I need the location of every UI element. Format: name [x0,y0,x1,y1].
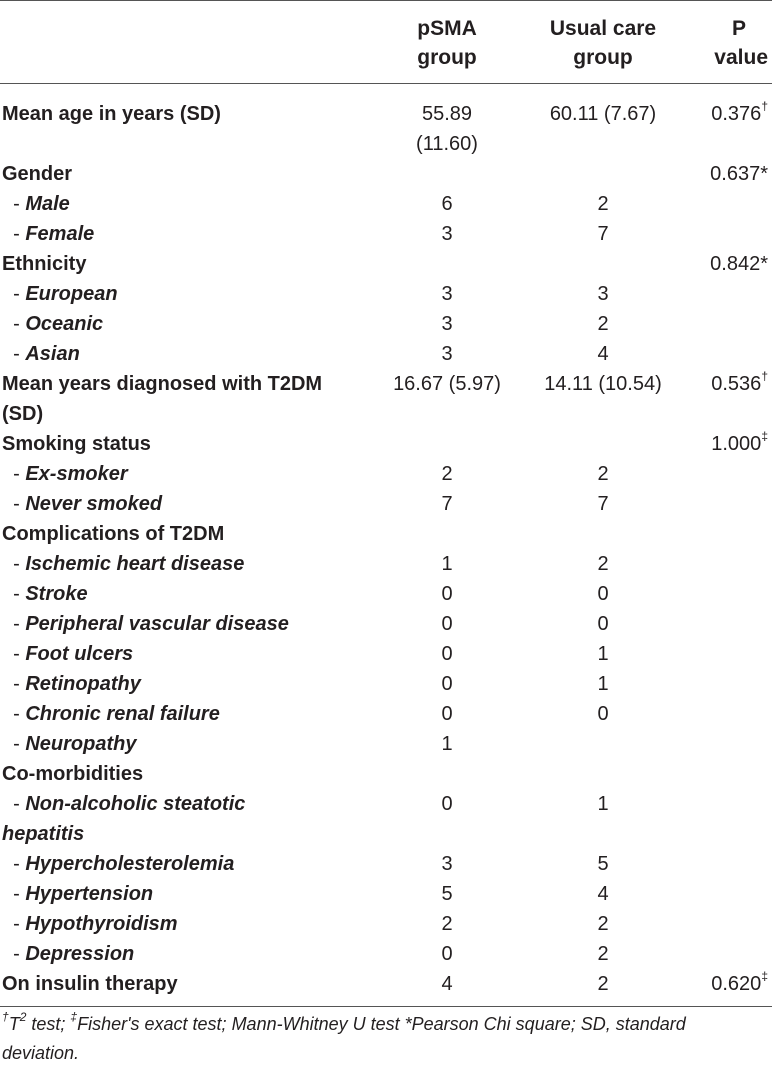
header-usual-line2: group [573,46,633,69]
row-label [2,369,374,429]
row-dash: - [2,553,26,575]
psma-value [378,609,516,639]
psma-value-text: 6 [441,193,453,215]
usual-care-value: 1 [597,793,609,815]
row-label [2,279,374,309]
header-psma [378,14,516,72]
row-dash: - [2,673,26,695]
row-dash: - [2,793,26,815]
header-psma-line1: pSMA [417,17,477,40]
header-p-line1: P [731,17,746,40]
usual-care-value: 14.11 (10.54) [544,373,662,395]
psma-value-text: 3 [441,223,453,245]
row-label-text: Asian [25,343,80,365]
p-value-text: 0.376 [711,103,762,125]
psma-value-text: 0 [441,673,453,695]
row-label-text: Hypercholesterolemia [25,853,235,875]
psma-value [378,279,516,309]
row-label [2,99,374,129]
usual-care-value: 2 [597,943,609,965]
psma-value [378,789,516,819]
footnote-double-dagger: ‡ [70,1010,78,1024]
psma-value [378,669,516,699]
psma-value-text: 0 [441,583,453,605]
row-label [2,609,374,639]
row-label-text: Stroke [25,583,88,605]
psma-value-text: 3 [441,853,453,875]
psma-value [378,969,516,999]
p-value-text: 0.637* [710,163,768,185]
psma-value [378,189,516,219]
row-label-text: European [25,283,118,305]
psma-value-text: 3 [441,283,453,305]
psma-value-text: 0 [441,793,453,815]
row-label-text: Ethnicity [2,253,87,275]
usual-care-value: 1 [597,673,609,695]
usual-care-value: 4 [597,343,609,365]
psma-value [378,219,516,249]
usual-care-value: 2 [597,553,609,575]
psma-value [378,849,516,879]
psma-value-text: 0 [441,643,453,665]
usual-care-value: 7 [597,223,609,245]
row-label [2,429,374,459]
psma-value [378,579,516,609]
row-label-text: Ex-smoker [25,463,128,485]
usual-care-value: 4 [597,883,609,905]
p-value-marker: † [761,369,768,384]
header-p-value [690,14,768,72]
row-dash: - [2,223,26,245]
psma-value-text: 4 [441,973,453,995]
psma-value-text: 5 [441,883,453,905]
psma-value-text: 0 [441,703,453,725]
usual-care-value: 0 [597,583,609,605]
psma-value [378,909,516,939]
footnote-squared: 2 [19,1010,27,1024]
psma-value-text: 2 [441,913,453,935]
header-rule [0,83,772,84]
row-dash: - [2,493,26,515]
row-label-text: Smoking status [2,433,151,455]
bottom-rule [0,1006,772,1007]
row-label-text: Non-alcoholic steatotic [25,793,246,815]
row-label [2,159,374,189]
row-dash: - [2,643,26,665]
row-label [2,309,374,339]
footnote-t: T [8,1014,20,1034]
p-value [690,99,768,129]
psma-value [378,699,516,729]
row-dash: - [2,463,26,485]
row-label-text: Chronic renal failure [25,703,220,725]
psma-value [378,639,516,669]
row-label-text: Gender [2,163,73,185]
row-label-text: Hypothyroidism [25,913,178,935]
psma-value-text-cont: (11.60) [416,133,478,155]
usual-care-value: 60.11 (7.67) [549,103,657,125]
top-rule [0,0,772,1]
row-label-text: Mean years diagnosed with T2DM [2,373,323,395]
row-label [2,699,374,729]
row-label [2,339,374,369]
header-p-line2: value [714,46,768,69]
row-label-text: Ischemic heart disease [25,553,245,575]
usual-care-value: 3 [597,283,609,305]
row-label [2,729,374,759]
row-label [2,759,374,789]
row-label-text: On insulin therapy [2,973,178,995]
psma-value-text: 55.89 [421,103,473,125]
row-dash: - [2,313,26,335]
p-value [690,369,768,399]
row-label [2,459,374,489]
row-label-text: Male [25,193,70,215]
row-dash: - [2,703,26,725]
psma-value [378,729,516,759]
row-label [2,669,374,699]
p-value [690,429,768,459]
row-label [2,519,374,549]
row-label-text: Female [25,223,95,245]
psma-value [378,339,516,369]
psma-value [378,549,516,579]
psma-value [378,309,516,339]
row-dash: - [2,283,26,305]
p-value-text: 0.620 [711,973,762,995]
p-value-text: 0.536 [711,373,762,395]
row-label [2,789,374,849]
row-label [2,879,374,909]
p-value [690,159,768,189]
row-label-text: Neuropathy [25,733,137,755]
psma-value [378,939,516,969]
row-dash: - [2,853,26,875]
row-label-text: Foot ulcers [25,643,134,665]
psma-value-text: 2 [441,463,453,485]
usual-care-value: 0 [597,613,609,635]
p-value-marker: ‡ [761,969,768,984]
row-label [2,909,374,939]
header-usual-care [520,14,686,72]
p-value-text: 1.000 [711,433,762,455]
row-label-text: Mean age in years (SD) [2,103,221,125]
row-dash: - [2,343,26,365]
row-label-text-cont: (SD) [2,403,44,425]
row-dash: - [2,883,26,905]
psma-value-text: 1 [441,733,453,755]
row-label-text: Hypertension [25,883,154,905]
usual-care-value: 1 [597,643,609,665]
row-label [2,579,374,609]
p-value-marker: † [761,99,768,114]
p-value-text: 0.842* [710,253,768,275]
psma-value [378,489,516,519]
header-psma-line2: group [417,46,477,69]
usual-care-value: 0 [597,703,609,725]
row-label-text: Complications of T2DM [2,523,225,545]
usual-care-value: 2 [597,313,609,335]
psma-value [378,369,516,399]
psma-value-text: 1 [441,553,453,575]
row-label [2,639,374,669]
row-dash: - [2,733,26,755]
usual-care-value: 2 [597,913,609,935]
p-value [690,249,768,279]
usual-care-value: 7 [597,493,609,515]
row-label [2,939,374,969]
psma-value-text: 7 [441,493,453,515]
footnote-text-2: Fisher's exact test; Mann-Whitney U test *Pearson Chi square; SD, standard deviation. [2,1014,686,1063]
row-label-text: Never smoked [25,493,163,515]
row-dash: - [2,943,26,965]
row-label [2,969,374,999]
row-label [2,189,374,219]
psma-value-text: 3 [441,313,453,335]
psma-value [378,459,516,489]
psma-value [378,879,516,909]
row-label [2,549,374,579]
psma-value-text: 0 [441,943,453,965]
row-dash: - [2,913,26,935]
usual-care-value: 2 [597,463,609,485]
row-label [2,849,374,879]
row-label-text: Depression [25,943,135,965]
psma-value-text: 3 [441,343,453,365]
row-label [2,489,374,519]
p-value [690,969,768,999]
row-label-text: Retinopathy [25,673,141,695]
row-label-text: Co-morbidities [2,763,144,785]
usual-care-value: 5 [597,853,609,875]
p-value-marker: ‡ [761,429,768,444]
row-label [2,249,374,279]
usual-care-value: 2 [597,193,609,215]
psma-value-text: 0 [441,613,453,635]
row-label-text: Oceanic [25,313,104,335]
usual-care-value: 2 [597,973,609,995]
row-dash: - [2,193,26,215]
row-label-text: Peripheral vascular disease [25,613,289,635]
row-dash: - [2,613,26,635]
row-label-text-cont: hepatitis [2,823,85,845]
footnote-dagger: † [2,1010,9,1024]
table-footnote [2,1010,764,1068]
row-dash: - [2,583,26,605]
row-label [2,219,374,249]
psma-value-text: 16.67 (5.97) [393,373,501,395]
psma-value [378,99,516,159]
footnote-text-1: test; [26,1014,71,1034]
header-usual-line1: Usual care [549,17,657,40]
